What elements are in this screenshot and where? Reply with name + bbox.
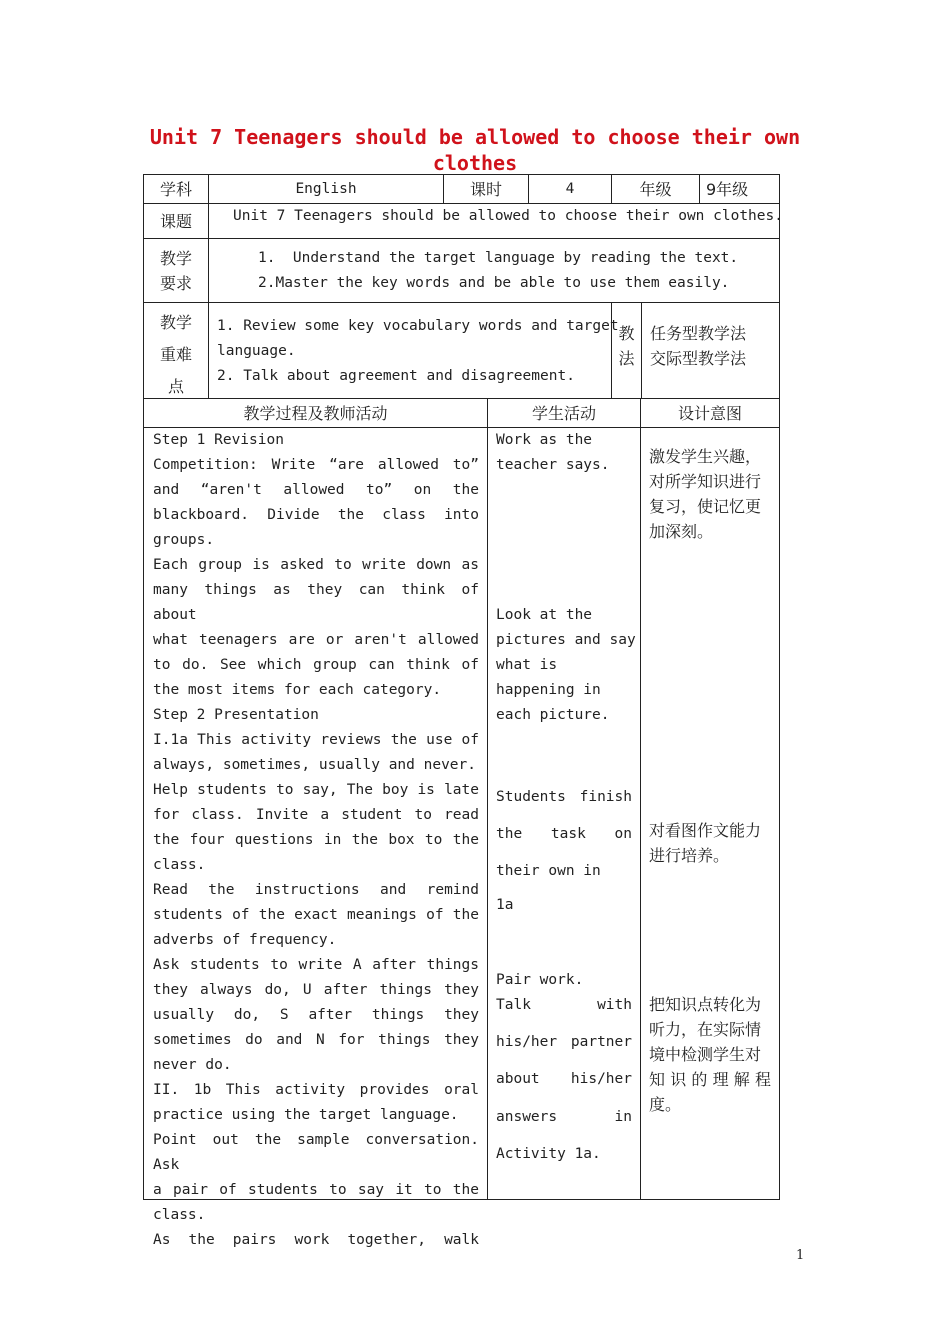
student-activity-line: happening in: [496, 682, 601, 698]
design-intent-cell: [640, 427, 780, 1200]
grade-value-cell: [699, 174, 780, 204]
method-item: 交际型教学法: [650, 349, 747, 368]
subject-value-cell: [208, 174, 444, 204]
requirements-label-line-2: 要求: [159, 274, 192, 293]
method-label-line-2: 法: [618, 349, 635, 368]
method-label-cell: [611, 302, 642, 399]
student-activity-line: about his/her: [496, 1071, 632, 1087]
teacher-line: Point out the sample conversation. Ask: [153, 1132, 479, 1173]
teacher-line: for class. Invite a student to read: [153, 807, 479, 823]
student-activity-line: Students finish: [496, 789, 632, 805]
student-activity-line: Look at the: [496, 607, 593, 623]
student-activity-line: Pair work.: [496, 972, 584, 988]
process-header-teacher-cell: [143, 398, 488, 428]
key-point-item: language.: [217, 343, 296, 359]
topic-label: 课题: [159, 212, 192, 231]
design-intent-line: 对所学知识进行: [649, 472, 762, 491]
teacher-line: many things as they can think of about: [153, 582, 479, 623]
design-intent-line: 听力，在实际情: [649, 1020, 762, 1039]
student-activity-line: teacher says.: [496, 457, 610, 473]
teacher-line: usually do, S after things they: [153, 1007, 479, 1023]
topic-label-cell: [143, 203, 209, 239]
grade-value: 9年级: [706, 180, 749, 199]
teacher-line: what teenagers are or aren't allowed: [153, 632, 479, 648]
teacher-line: practice using the target language.: [153, 1107, 459, 1123]
key-points-label-line-1: 教学: [159, 313, 192, 332]
teacher-line: Ask students to write A after things: [153, 957, 479, 973]
student-activity-line: their own in: [496, 863, 601, 879]
teacher-line: Competition: Write “are allowed to”: [153, 457, 479, 473]
subject-value: English: [295, 181, 357, 197]
teacher-activity-cell: [143, 427, 488, 1248]
key-points-value-cell: [208, 302, 619, 399]
design-intent-line: 把知识点转化为: [649, 995, 762, 1014]
teacher-line: Each group is asked to write down as: [153, 557, 479, 573]
period-value-cell: [528, 174, 612, 204]
teacher-line: always, sometimes, usually and never.: [153, 757, 477, 773]
method-value-cell: [641, 302, 780, 399]
page-number: 1: [796, 1248, 805, 1263]
title-line-1: Unit 7 Teenagers should be allowed to choose their own: [149, 125, 801, 149]
period-label: 课时: [469, 180, 502, 199]
design-intent-line: 激发学生兴趣，: [649, 447, 762, 466]
topic-value-cell: [208, 203, 783, 239]
teacher-line: Help students to say, The boy is late: [153, 782, 479, 798]
student-activity-line: 1a: [496, 897, 514, 913]
requirement-item: 2.Master the key words and be able to use them easily.: [258, 275, 730, 291]
teacher-line: Step 2 Presentation: [153, 707, 319, 723]
requirements-label-line-1: 教学: [159, 249, 192, 268]
teacher-line: class.: [153, 857, 206, 873]
teacher-line: sometimes do and N for things they: [153, 1032, 479, 1048]
teacher-line: adverbs of frequency.: [153, 932, 337, 948]
teacher-line: to do. See which group can think of: [153, 657, 479, 673]
method-label-line-1: 教: [618, 324, 635, 343]
teacher-line: and “aren't allowed to” on the: [153, 482, 479, 498]
process-header-student-cell: [487, 398, 641, 428]
period-label-cell: [443, 174, 529, 204]
subject-label: 学科: [159, 180, 192, 199]
period-value: 4: [565, 181, 575, 197]
teacher-activity-text: [153, 428, 479, 1253]
design-intent-line: 境中检测学生对: [649, 1045, 762, 1064]
student-activity-line: Talk with: [496, 997, 632, 1013]
process-header-teacher: 教学过程及教师活动: [243, 404, 388, 423]
title-line-2: clothes: [432, 151, 518, 175]
teacher-line: students of the exact meanings of the: [153, 907, 479, 923]
process-header-design-cell: [640, 398, 780, 428]
teacher-line: they always do, U after things they: [153, 982, 479, 998]
requirement-item: 1. Understand the target language by reading the text.: [258, 250, 739, 266]
teacher-line: I.1a This activity reviews the use of: [153, 732, 479, 748]
teacher-line: As the pairs work together, walk: [153, 1232, 479, 1248]
process-header-student: 学生活动: [531, 404, 596, 423]
grade-label: 年级: [639, 180, 672, 199]
grade-label-cell: [611, 174, 700, 204]
key-points-label-line-2: 重难: [159, 345, 192, 364]
teacher-line: never do.: [153, 1057, 232, 1073]
design-intent-line: 对看图作文能力: [649, 821, 762, 840]
teacher-line: the four questions in the box to the: [153, 832, 479, 848]
design-intent-line: 度。: [649, 1095, 682, 1114]
process-header-design: 设计意图: [677, 404, 742, 423]
student-activity-line: what is: [496, 657, 558, 673]
design-intent-line: 加深刻。: [649, 522, 714, 541]
key-point-item: 1. Review some key vocabulary words and target: [217, 318, 619, 334]
teacher-line: blackboard. Divide the class into: [153, 507, 479, 523]
student-activity-line: answers in: [496, 1109, 632, 1125]
teacher-line: class.: [153, 1207, 206, 1223]
subject-label-cell: [143, 174, 209, 204]
student-activity-cell: [487, 427, 641, 1200]
teacher-line: groups.: [153, 532, 215, 548]
design-intent-line: 进行培养。: [649, 846, 730, 865]
key-point-item: 2. Talk about agreement and disagreement.: [217, 368, 575, 384]
teacher-line: II. 1b This activity provides oral: [153, 1082, 479, 1098]
key-points-label-line-3: 点: [167, 377, 184, 396]
student-activity-line: pictures and say: [496, 632, 636, 648]
requirements-value-cell: [208, 238, 780, 303]
student-activity-line: Activity 1a.: [496, 1146, 601, 1162]
key-points-label-cell: [143, 302, 209, 399]
teacher-line: Read the instructions and remind: [153, 882, 479, 898]
design-intent-line: 知识的理解程: [649, 1070, 771, 1089]
topic-value: Unit 7 Teenagers should be allowed to choose their own clothes.: [233, 208, 783, 224]
student-activity-line: each picture.: [496, 707, 610, 723]
method-item: 任务型教学法: [650, 324, 747, 343]
requirements-label-cell: [143, 238, 209, 303]
teacher-line: Step 1 Revision: [153, 432, 284, 448]
student-activity-line: Work as the: [496, 432, 593, 448]
student-activity-line: his/her partner: [496, 1034, 632, 1050]
page-title: [140, 124, 810, 176]
teacher-line: the most items for each category.: [153, 682, 442, 698]
teacher-line: a pair of students to say it to the: [153, 1182, 479, 1198]
design-intent-line: 复习，使记忆更: [649, 497, 762, 516]
student-activity-line: the task on: [496, 826, 632, 842]
